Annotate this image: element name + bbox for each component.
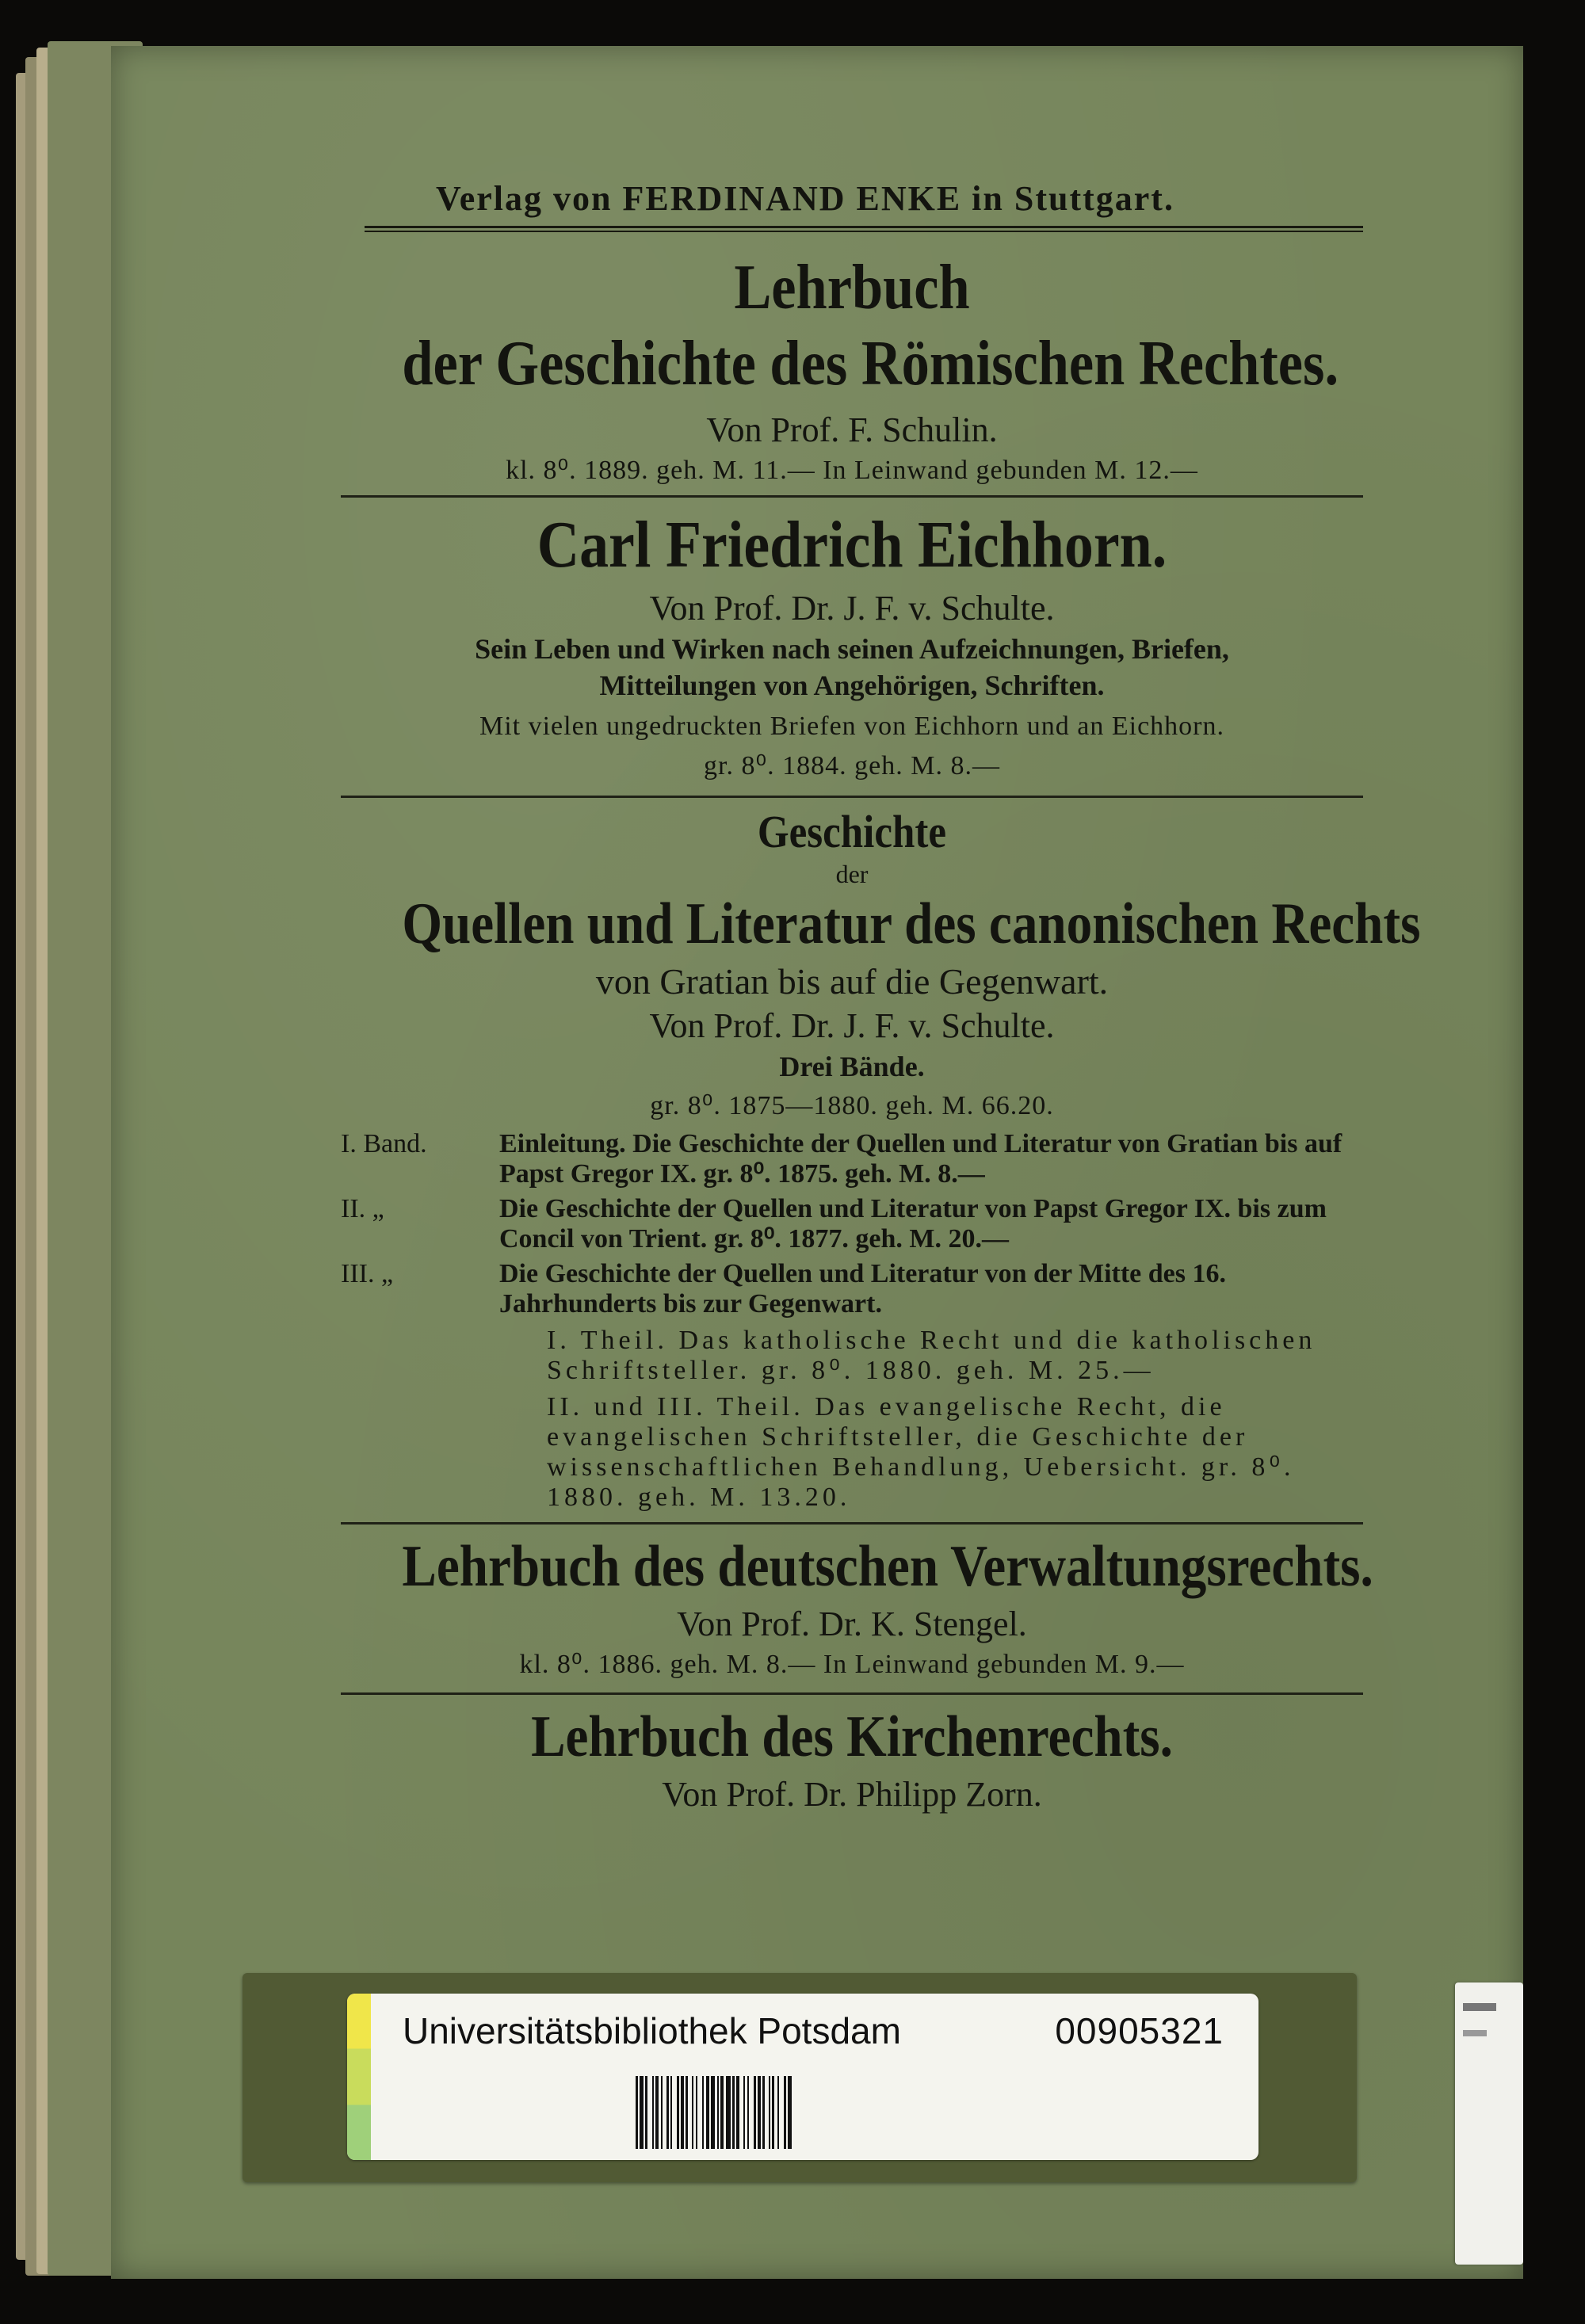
color-strip xyxy=(347,1994,371,2160)
volume-list xyxy=(341,1129,1363,1513)
section-divider xyxy=(341,1692,1363,1695)
book-entry-schulin xyxy=(341,250,1363,489)
volume-item xyxy=(341,1259,1363,1319)
book-title: Lehrbuch xyxy=(734,253,970,322)
volume-part: I. Theil. Das katholische Recht und die katholischen Schriftsteller. gr. 8⁰. 1880. geh. M. 25.— xyxy=(547,1326,1316,1385)
barcode-bar xyxy=(788,2076,792,2149)
book-author: Von Prof. Dr. J. F. v. Schulte. xyxy=(649,589,1055,628)
volume-text: Die Geschichte der Quellen und Literatur von Papst Gregor IX. bis zum Concil von Trient. gr. 8⁰. 1877. geh. M. 20.— xyxy=(499,1194,1327,1254)
book-title: der xyxy=(835,860,869,888)
book-title: Carl Friedrich Eichhorn. xyxy=(537,508,1167,582)
advertisement-page xyxy=(341,178,1421,1817)
library-name: Universitätsbibliothek Potsdam xyxy=(403,2010,901,2051)
volume-item xyxy=(341,1129,1363,1189)
section-divider xyxy=(341,1522,1363,1525)
book-title: der Geschichte des Römischen Rechtes. xyxy=(402,329,1339,399)
book-entry-quellen xyxy=(341,804,1421,1513)
book-author: Von Prof. F. Schulin. xyxy=(706,410,998,449)
book-subtitle: von Gratian bis auf die Gegenwart. xyxy=(595,961,1109,1002)
book-entry-zorn xyxy=(341,1701,1363,1817)
volume-item xyxy=(341,1194,1363,1254)
book-author: Von Prof. Dr. Philipp Zorn. xyxy=(662,1775,1042,1814)
volume-text: Die Geschichte der Quellen und Literatur von der Mitte des 16. Jahrhunderts bis zur Gegenwart. xyxy=(499,1259,1226,1318)
volume-part: II. und III. Theil. Das evangelische Recht, die evangelischen Schriftsteller, die Geschichte der wissenschaftlichen Behandlung, Uebersicht. gr. 8⁰. 1880. geh. M. 13.20. xyxy=(547,1392,1295,1512)
volume-label: III. „ xyxy=(341,1259,394,1288)
library-id-number: 00905321 xyxy=(1055,2010,1224,2051)
book-entry-stengel xyxy=(341,1531,1373,1683)
book-title: Quellen und Literatur des canonischen Rechts xyxy=(402,891,1421,956)
header-double-rule xyxy=(365,226,1363,232)
book-title: Lehrbuch des Kirchenrechts. xyxy=(531,1704,1173,1769)
book-price: kl. 8⁰. 1886. geh. M. 8.— In Leinwand gebunden M. 9.— xyxy=(519,1650,1185,1679)
book-price: gr. 8⁰. 1875—1880. geh. M. 66.20. xyxy=(650,1091,1054,1120)
volume-label: II. „ xyxy=(341,1194,384,1223)
book-entry-eichhorn xyxy=(341,504,1363,784)
tab-mark xyxy=(1463,2030,1487,2036)
section-divider xyxy=(341,796,1363,798)
volume-text: Einleitung. Die Geschichte der Quellen und Literatur von Gratian bis auf Papst Gregor IX. gr. 8⁰. 1875. geh. M. 8.— xyxy=(499,1129,1342,1189)
book-author: Von Prof. Dr. K. Stengel. xyxy=(677,1605,1027,1643)
book-volume-count: Drei Bände. xyxy=(779,1051,925,1082)
volume-label: I. Band. xyxy=(341,1129,427,1158)
book-title: Lehrbuch des deutschen Verwaltungsrechts. xyxy=(402,1534,1373,1599)
tab-mark xyxy=(1463,2003,1496,2011)
book-price: gr. 8⁰. 1884. geh. M. 8.— xyxy=(704,751,1000,780)
library-label xyxy=(347,1994,1258,2160)
book-author: Von Prof. Dr. J. F. v. Schulte. xyxy=(649,1006,1055,1045)
side-tab xyxy=(1455,1982,1523,2265)
book-description: Mitteilungen von Angehörigen, Schriften. xyxy=(599,670,1105,701)
book-description: Mit vielen ungedruckten Briefen von Eichhorn und an Eichhorn. xyxy=(479,712,1225,741)
book-description: Sein Leben und Wirken nach seinen Aufzeichnungen, Briefen, xyxy=(475,633,1229,665)
section-divider xyxy=(341,495,1363,498)
barcode xyxy=(636,2076,792,2149)
publisher-header: Verlag von FERDINAND ENKE in Stuttgart. xyxy=(436,179,1174,218)
book-title: Geschichte xyxy=(757,806,947,857)
book-price: kl. 8⁰. 1889. geh. M. 11.— In Leinwand gebunden M. 12.— xyxy=(506,456,1198,485)
